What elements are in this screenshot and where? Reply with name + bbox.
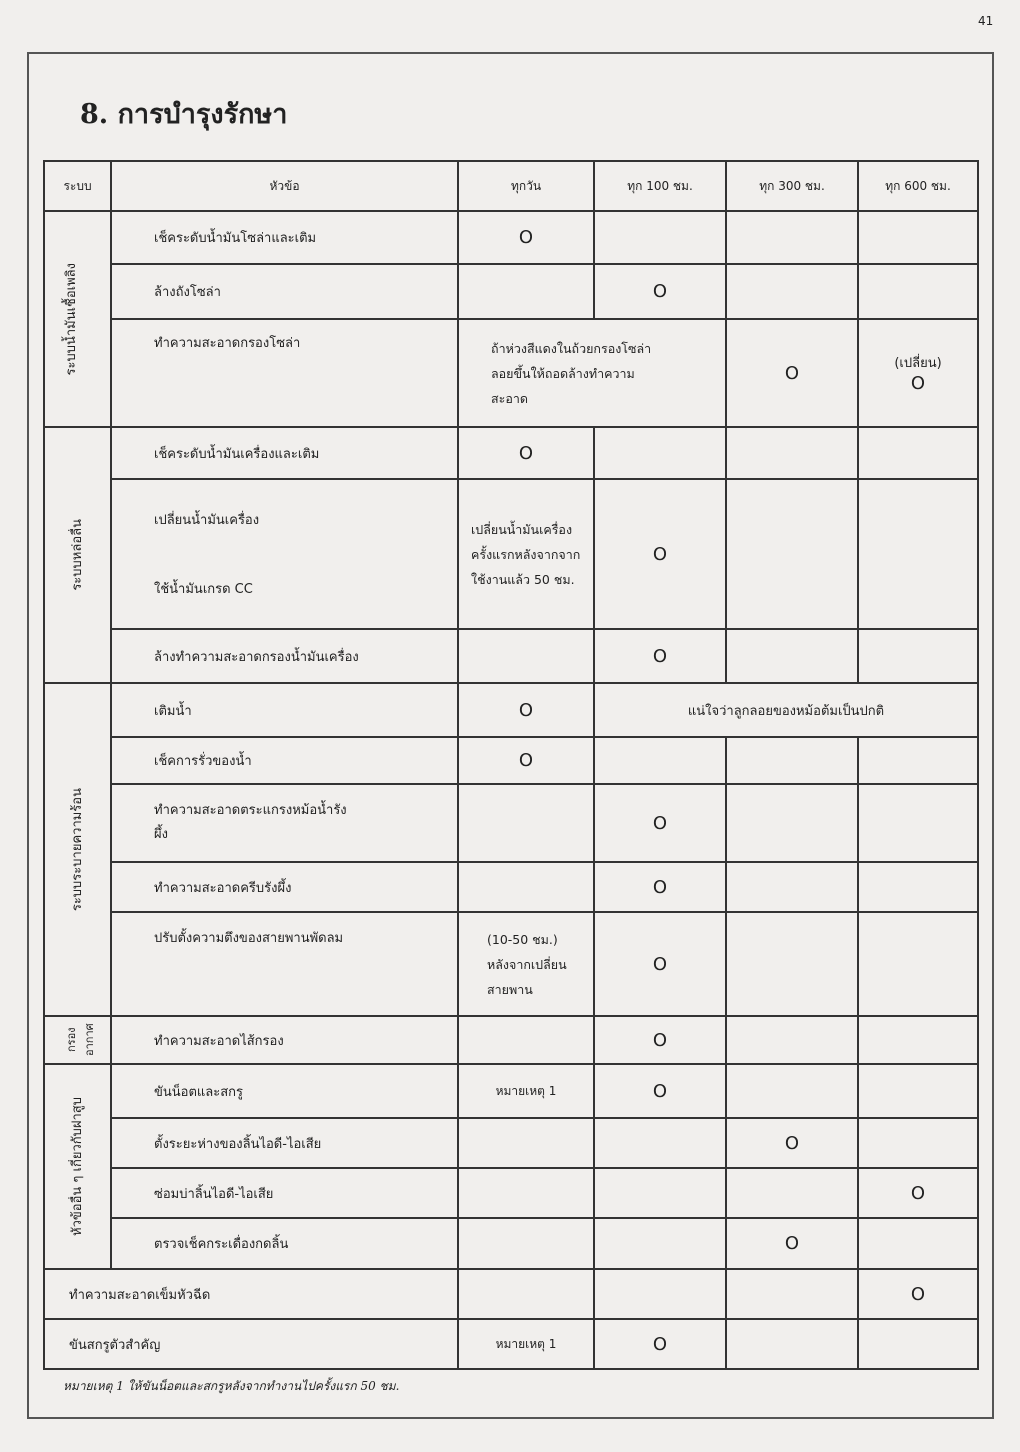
h600-cell: O	[858, 1168, 978, 1218]
h100-cell: O	[594, 784, 726, 862]
merged-note-cell: แน่ใจว่าลูกลอยของหม้อต้มเป็นปกติ	[594, 683, 978, 737]
group-label: กรองอากาศ	[64, 1023, 96, 1057]
table-row	[44, 862, 978, 912]
h600-cell	[858, 479, 978, 629]
h100-cell: O	[594, 1016, 726, 1064]
daily-cell: หมายเหตุ 1	[458, 1319, 594, 1369]
h600-cell	[858, 264, 978, 319]
daily-cell	[458, 629, 594, 683]
daily-cell	[458, 1269, 594, 1319]
h600-cell: O	[858, 1269, 978, 1319]
table-row	[44, 629, 978, 683]
h300-cell	[726, 912, 858, 1016]
h100-cell: O	[594, 1064, 726, 1118]
h300-cell	[726, 1269, 858, 1319]
topic-cell: ล้างทำความสะอาดกรองน้ำมันเครื่อง	[111, 629, 458, 683]
group-label: ระบบหล่อลื่น	[70, 519, 85, 591]
h300-cell: O	[726, 319, 858, 427]
topic-cell: ทำความสะอาดครีบรังผึ้ง	[111, 862, 458, 912]
topic-cell	[111, 479, 458, 629]
table-row	[44, 211, 978, 264]
topic-line: ใช้น้ำมันเกรด CC	[154, 582, 253, 597]
h300-cell	[726, 737, 858, 784]
h600-cell	[858, 1319, 978, 1369]
h100-cell	[594, 427, 726, 479]
topic-cell: ขันน็อตและสกรู	[111, 1064, 458, 1118]
h600-cell	[858, 912, 978, 1016]
header-topic: หัวข้อ	[111, 161, 458, 211]
daily-cell: เปลี่ยนน้ำมันเครื่องครั้งแรกหลังจากจากใช้งานแล้ว 50 ชม.	[458, 479, 594, 629]
table-row	[44, 1118, 978, 1168]
table-row	[44, 1016, 978, 1064]
h300-cell	[726, 784, 858, 862]
topic-line: เปลี่ยนน้ำมันเครื่อง	[154, 513, 260, 528]
h600-cell	[858, 1064, 978, 1118]
topic-cell: เช็คระดับน้ำมันเครื่องและเติม	[111, 427, 458, 479]
h300-cell	[726, 629, 858, 683]
topic-cell: ซ่อมบ่าลิ้นไอดี-ไอเสีย	[111, 1168, 458, 1218]
h100-cell	[594, 1168, 726, 1218]
h300-cell: O	[726, 1118, 858, 1168]
h600-cell	[858, 862, 978, 912]
merged-note-cell: ถ้าห่วงสีแดงในถ้วยกรองโซล่า ลอยขึ้นให้ถอดล้างทำความสะอาด	[458, 319, 726, 427]
header-daily: ทุกวัน	[458, 161, 594, 211]
page-number: 41	[978, 14, 994, 28]
h300-cell	[726, 1016, 858, 1064]
h300-cell	[726, 1319, 858, 1369]
table-row	[44, 1064, 978, 1118]
header-300h: ทุก 300 ชม.	[726, 161, 858, 211]
daily-cell: O	[458, 211, 594, 264]
daily-cell: หมายเหตุ 1	[458, 1064, 594, 1118]
daily-cell: (10-50 ชม.) หลังจากเปลี่ยนสายพาน	[458, 912, 594, 1016]
group-other	[44, 1064, 111, 1269]
daily-cell	[458, 862, 594, 912]
h600-cell	[858, 319, 978, 427]
group-label: หัวข้ออื่น ๆ เกี่ยวกับฝาสูบ	[70, 1097, 85, 1236]
page-title: 8. การบำรุงรักษา	[80, 99, 288, 130]
table-row	[44, 264, 978, 319]
table-row	[44, 683, 978, 737]
daily-cell	[458, 1218, 594, 1269]
table-row	[44, 1168, 978, 1218]
table-row	[44, 912, 978, 1016]
daily-cell	[458, 264, 594, 319]
table-row	[44, 1319, 978, 1369]
h600-cell	[858, 1016, 978, 1064]
h100-cell: O	[594, 862, 726, 912]
h100-cell: O	[594, 629, 726, 683]
group-cooling	[44, 683, 111, 1016]
table-row	[44, 479, 978, 629]
footnote: หมายเหตุ 1 ให้ขันน็อตและสกรูหลังจากทำงานไปครั้งแรก 50 ชม.	[63, 1379, 400, 1393]
header-600h: ทุก 600 ชม.	[858, 161, 978, 211]
daily-cell	[458, 1118, 594, 1168]
group-air	[44, 1016, 111, 1064]
topic-cell: ทำความสะอาดตระแกรงหม้อน้ำรังผึ้ง	[111, 784, 458, 862]
topic-cell: ตรวจเช็คกระเดื่องกดลิ้น	[111, 1218, 458, 1269]
table-row	[44, 427, 978, 479]
h100-cell	[594, 1269, 726, 1319]
maintenance-table	[43, 160, 979, 1370]
h100-cell: O	[594, 1319, 726, 1369]
daily-cell	[458, 1168, 594, 1218]
h600-cell	[858, 1218, 978, 1269]
group-label: ระบบระบายความร้อน	[70, 787, 85, 912]
h100-cell	[594, 211, 726, 264]
daily-cell	[458, 1016, 594, 1064]
table-row	[44, 784, 978, 862]
topic-cell: เติมน้ำ	[111, 683, 458, 737]
h600-cell	[858, 629, 978, 683]
group-label: ระบบน้ำมันเชื้อเพลิง	[63, 262, 79, 376]
h100-cell	[594, 1118, 726, 1168]
h300-cell	[726, 264, 858, 319]
table-row	[44, 737, 978, 784]
h600-cell	[858, 1118, 978, 1168]
topic-cell: ทำความสะอาดเข็มหัวฉีด	[44, 1269, 458, 1319]
h300-cell	[726, 211, 858, 264]
topic-cell: ทำความสะอาดกรองโซล่า	[111, 319, 458, 427]
h300-cell	[726, 1064, 858, 1118]
h600-mark: O	[910, 373, 926, 394]
h300-cell	[726, 862, 858, 912]
topic-cell: ปรับตั้งความตึงของสายพานพัดลม	[111, 912, 458, 1016]
h600-cell	[858, 427, 978, 479]
table-row	[44, 1269, 978, 1319]
h300-cell	[726, 427, 858, 479]
table-row	[44, 1218, 978, 1269]
topic-cell: เช็คการรั่วของน้ำ	[111, 737, 458, 784]
header-100h: ทุก 100 ชม.	[594, 161, 726, 211]
daily-cell: O	[458, 737, 594, 784]
h600-cell	[858, 784, 978, 862]
h300-cell	[726, 1168, 858, 1218]
daily-cell	[458, 784, 594, 862]
topic-cell: ทำความสะอาดไส้กรอง	[111, 1016, 458, 1064]
h600-cell	[858, 211, 978, 264]
daily-cell: O	[458, 683, 594, 737]
topic-cell: ล้างถังโซล่า	[111, 264, 458, 319]
group-fuel	[44, 211, 111, 427]
topic-cell: ขันสกรูตัวสำคัญ	[44, 1319, 458, 1369]
h100-cell: O	[594, 912, 726, 1016]
table-row	[44, 319, 978, 427]
h600-cell	[858, 737, 978, 784]
h600-note: (เปลี่ยน)	[894, 356, 942, 371]
header-system: ระบบ	[44, 161, 111, 211]
header-row	[44, 161, 978, 211]
h100-cell: O	[594, 479, 726, 629]
h100-cell	[594, 1218, 726, 1269]
h300-cell	[726, 479, 858, 629]
topic-cell: เช็คระดับน้ำมันโซล่าและเติม	[111, 211, 458, 264]
h300-cell: O	[726, 1218, 858, 1269]
daily-cell: O	[458, 427, 594, 479]
group-lube	[44, 427, 111, 683]
h100-cell	[594, 737, 726, 784]
topic-cell: ตั้งระยะห่างของลิ้นไอดี-ไอเสีย	[111, 1118, 458, 1168]
h100-cell: O	[594, 264, 726, 319]
